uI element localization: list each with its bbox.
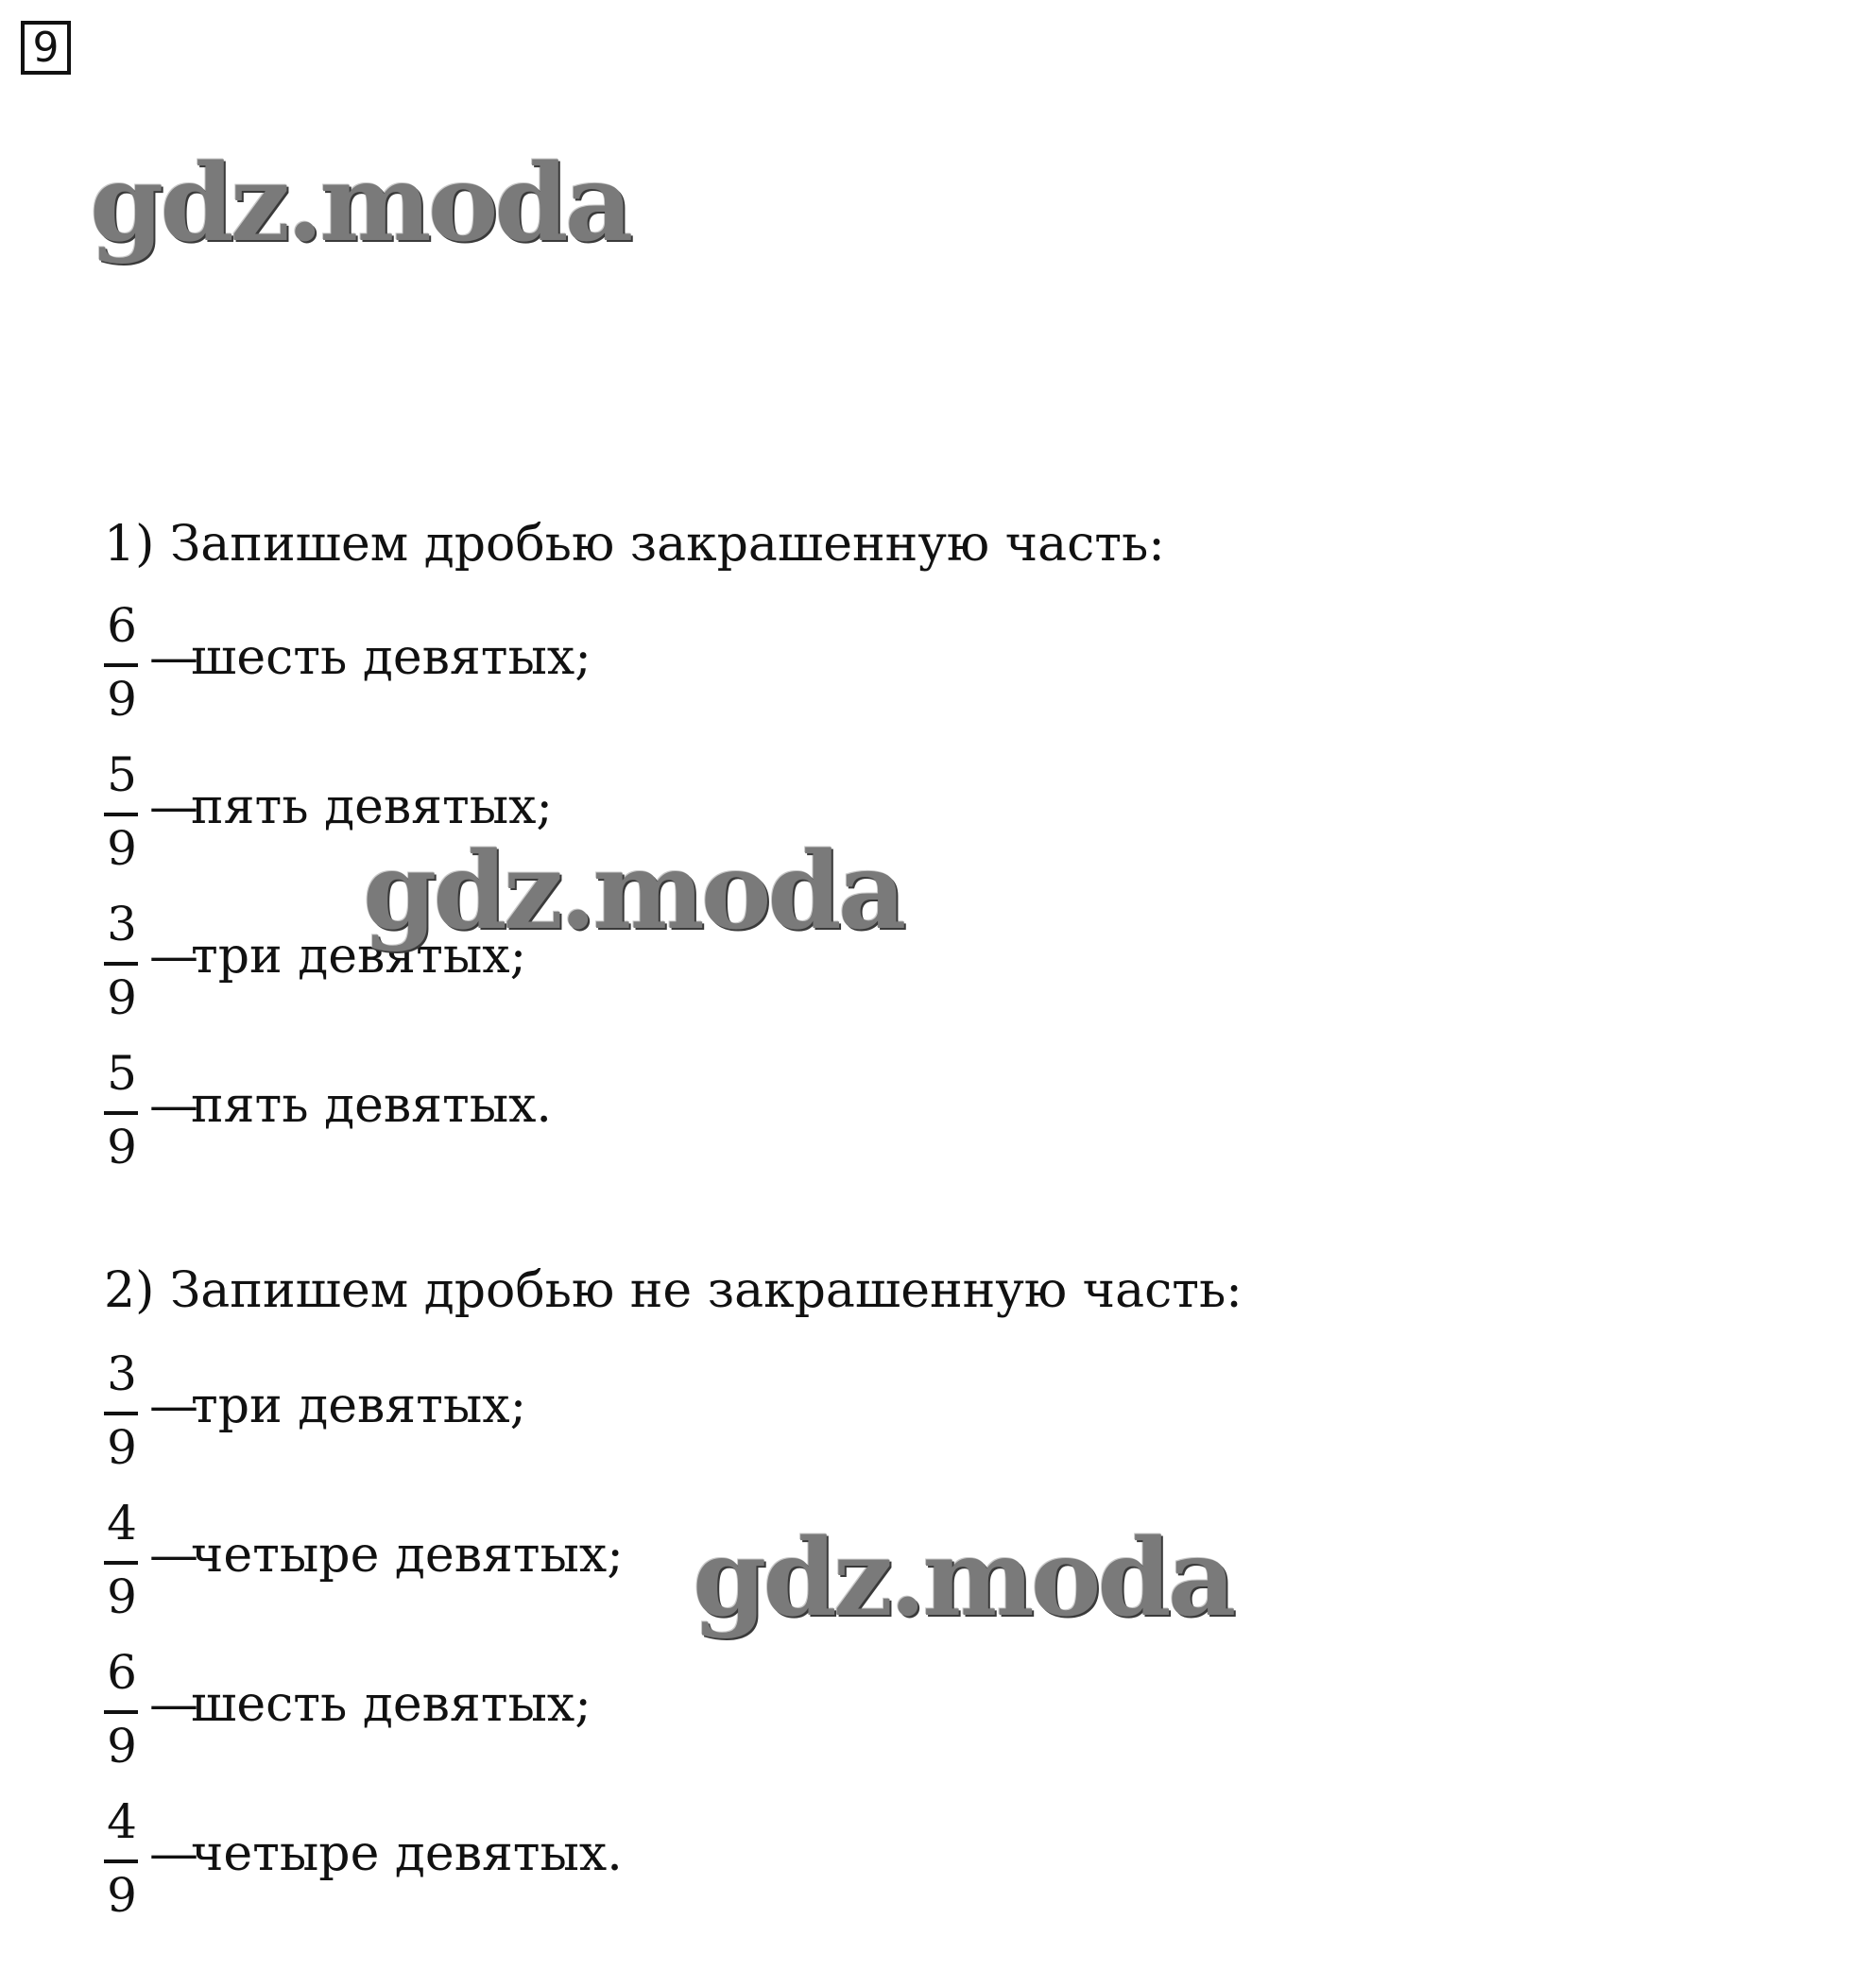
fraction-denominator: 9 bbox=[107, 672, 137, 727]
dash: — bbox=[149, 1378, 198, 1434]
fraction-words: три девятых; bbox=[191, 1378, 527, 1434]
dash: — bbox=[149, 779, 198, 835]
fraction-text bbox=[149, 1077, 552, 1134]
fraction-numerator: 5 bbox=[107, 747, 137, 802]
fraction-text bbox=[149, 629, 592, 686]
watermark-logo: gdz.moda bbox=[363, 830, 903, 953]
fraction-numerator: 6 bbox=[107, 598, 137, 653]
dash: — bbox=[149, 1676, 198, 1733]
fraction-bar bbox=[104, 1412, 138, 1415]
fraction-numerator: 6 bbox=[107, 1645, 137, 1700]
fraction-denominator: 9 bbox=[107, 970, 137, 1025]
fraction-denominator: 9 bbox=[107, 1420, 137, 1475]
fraction-row bbox=[104, 1794, 1332, 1988]
watermark-logo: gdz.moda bbox=[693, 1517, 1233, 1640]
dash: — bbox=[149, 1825, 198, 1882]
fraction-text bbox=[149, 1378, 526, 1434]
dash: — bbox=[149, 1527, 198, 1584]
section2-heading: 2) Запишем дробью не закрашенную часть: bbox=[104, 1262, 1243, 1319]
fraction-text bbox=[149, 1825, 623, 1882]
fraction-words: пять девятых. bbox=[191, 1077, 552, 1134]
fraction-denominator: 9 bbox=[107, 1719, 137, 1774]
fraction-bar bbox=[104, 1859, 138, 1863]
fraction-numerator: 3 bbox=[107, 1346, 137, 1401]
fraction-bar bbox=[104, 962, 138, 966]
fraction-bar bbox=[104, 1710, 138, 1714]
fraction-words: шесть девятых; bbox=[191, 1676, 592, 1733]
fraction-words: три девятых; bbox=[191, 928, 527, 985]
fraction-words: шесть девятых; bbox=[191, 629, 592, 686]
dash: — bbox=[149, 928, 198, 985]
fraction-text bbox=[149, 1527, 624, 1584]
fraction-numerator: 5 bbox=[107, 1046, 137, 1101]
fraction-bar bbox=[104, 663, 138, 667]
fraction-text bbox=[149, 779, 553, 835]
watermark-logo: gdz.moda bbox=[90, 142, 630, 266]
fraction-numerator: 4 bbox=[107, 1496, 137, 1551]
fraction-words: четыре девятых. bbox=[191, 1825, 623, 1882]
fraction-row bbox=[104, 897, 1332, 1090]
fraction-denominator: 9 bbox=[107, 1569, 137, 1624]
dash: — bbox=[149, 1077, 198, 1134]
dash: — bbox=[149, 629, 198, 686]
fraction-denominator: 9 bbox=[107, 1120, 137, 1174]
fraction-denominator: 9 bbox=[107, 1868, 137, 1923]
fraction-text bbox=[149, 1676, 592, 1733]
fraction-numerator: 3 bbox=[107, 897, 137, 951]
fraction-words: пять девятых; bbox=[191, 779, 553, 835]
fraction-row bbox=[104, 1645, 1332, 1839]
section1-heading: 1) Запишем дробью закрашенную часть: bbox=[104, 516, 1165, 573]
fraction-words: четыре девятых; bbox=[191, 1527, 624, 1584]
fraction-row bbox=[104, 1046, 1332, 1240]
fraction-bar bbox=[104, 813, 138, 816]
fraction-denominator: 9 bbox=[107, 821, 137, 876]
fraction-row bbox=[104, 598, 1332, 792]
fraction-bar bbox=[104, 1111, 138, 1115]
fraction-bar bbox=[104, 1561, 138, 1565]
solution-content bbox=[104, 510, 1332, 1988]
fraction-numerator: 4 bbox=[107, 1794, 137, 1849]
task-number: 9 bbox=[21, 21, 71, 75]
